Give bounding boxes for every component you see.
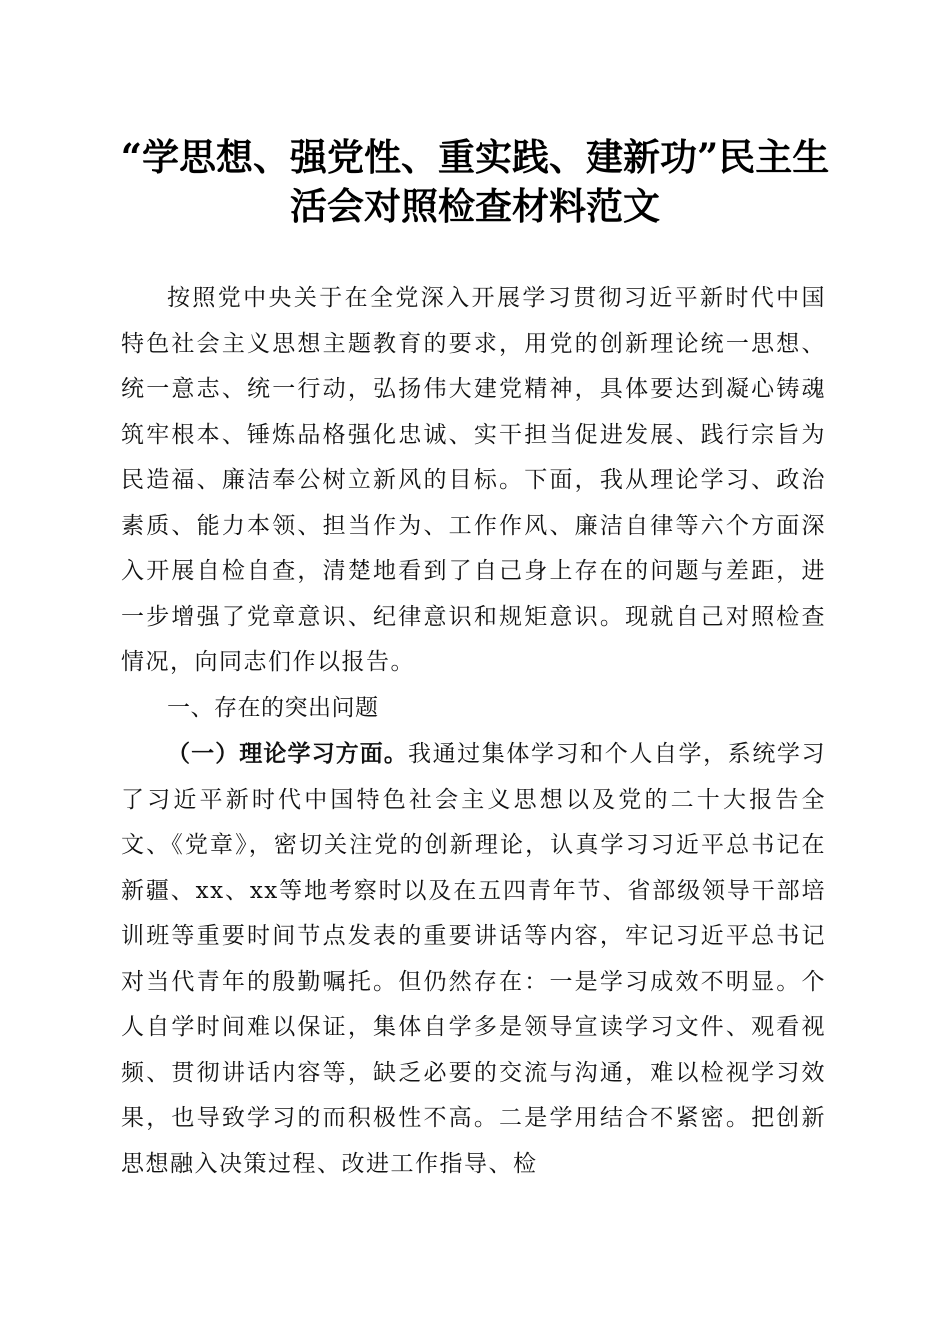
title-line-1: “学思想、强党性、重实践、建新功”民主生 [120,135,830,179]
title-line-2: 活会对照检查材料范文 [290,184,660,228]
subsection-text: 我通过集体学习和个人自学，系统学习了习近平新时代中国特色社会主义思想以及党的二十大报告全文、《党章》，密切关注党的创新理论，认真学习习近平总书记在新疆、xx、xx等地考察时以及在五四青年节、省部级领导干部培训班等重要时间节点发表的重要讲话等内容，牢记习近平总书记对当代青年的殷勤嘱托。但仍然存在：一是学习成效不明显。个人自学时间难以保证，集体自学多是领导宣读学习文件、观看视频、贯彻讲话内容等，缺乏必要的交流与沟通，难以检视学习效果，也导致学习的而积极性不高。二是学用结合不紧密。把创新思想融入决策过程、改进工作指导、检 [121,741,827,1177]
document-title [100,133,850,231]
subsection-paragraph [121,731,826,1187]
document-body [121,276,826,1187]
subsection-lead: （一）理论学习方面。 [167,740,408,767]
intro-paragraph: 按照党中央关于在全党深入开展学习贯彻习近平新时代中国特色社会主义思想主题教育的要求，用党的创新理论统一思想、统一意志、统一行动，弘扬伟大建党精神，具体要达到凝心铸魂筑牢根本、锤炼品格强化忠诚、实干担当促进发展、践行宗旨为民造福、廉洁奉公树立新风的目标。下面，我从理论学习、政治素质、能力本领、担当作为、工作作风、廉洁自律等六个方面深入开展自检自查，清楚地看到了自己身上存在的问题与差距，进一步增强了党章意识、纪律意识和规矩意识。现就自己对照检查情况，向同志们作以报告。 [121,285,826,675]
section-heading: 一、存在的突出问题 [167,694,379,721]
